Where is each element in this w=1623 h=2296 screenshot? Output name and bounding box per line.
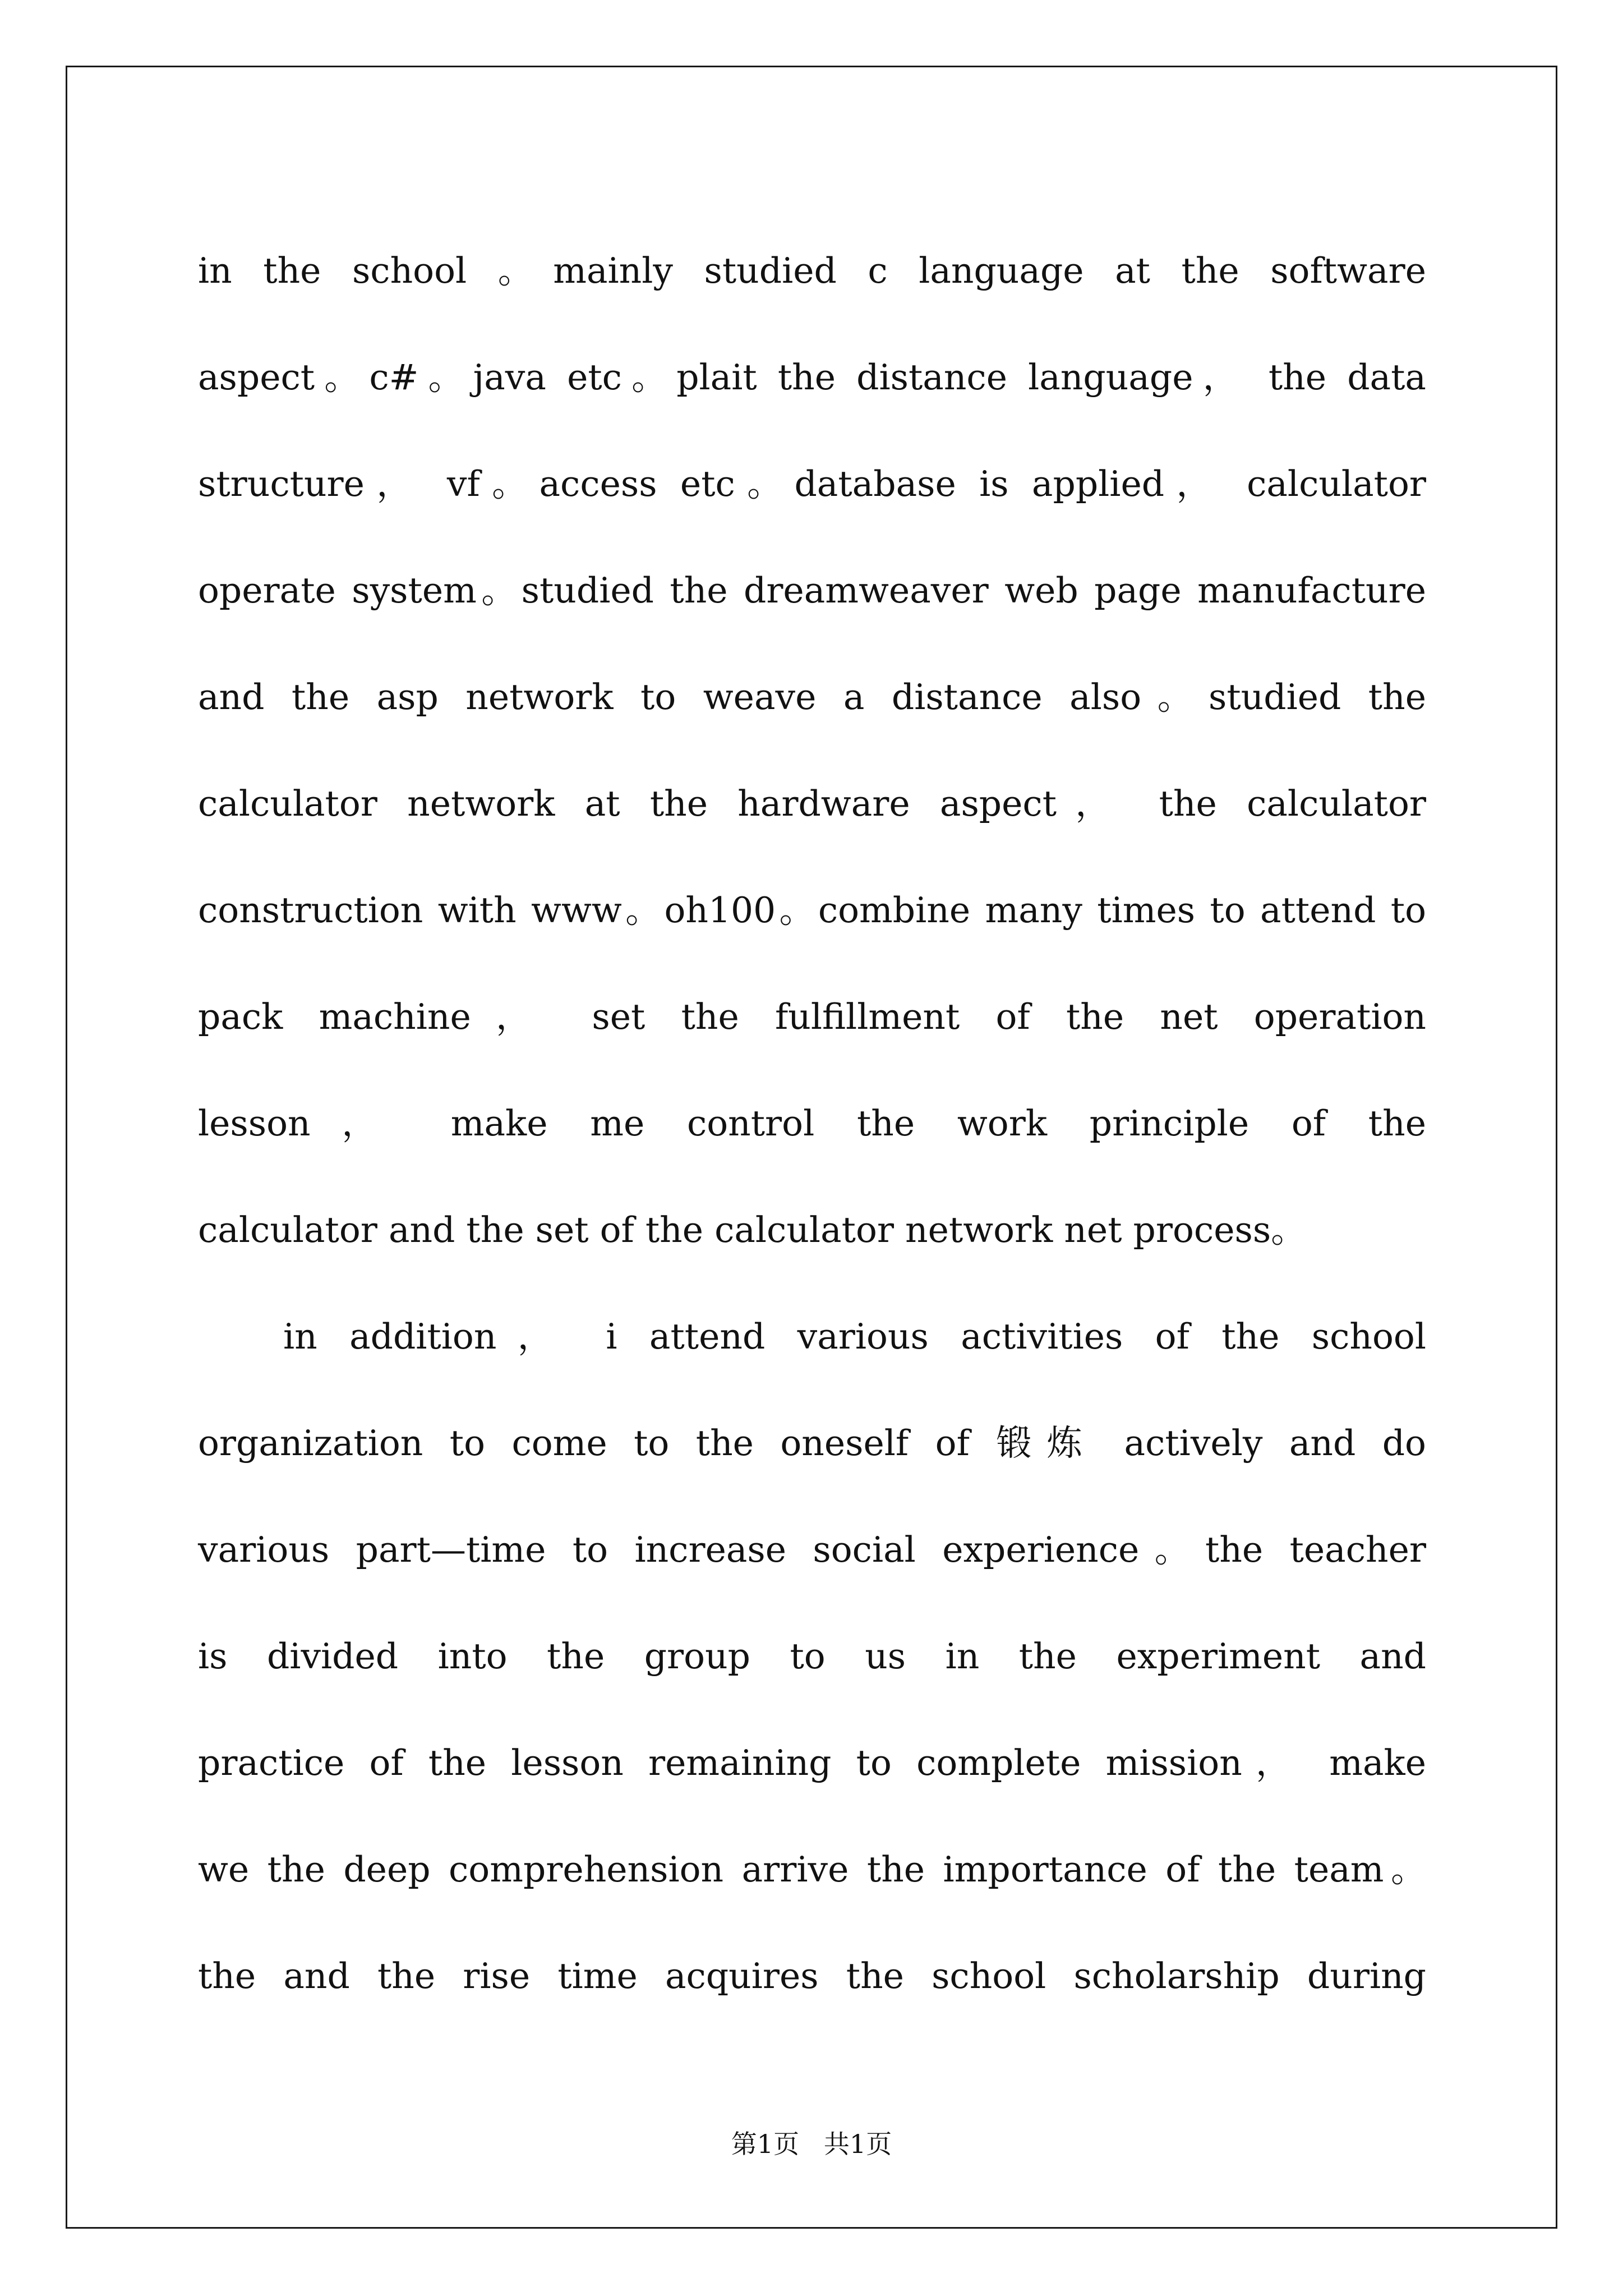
text-line: various part—time to increase social experience。the teacher [198,1529,1426,1570]
text-line: structure， vf。access etc。database is applied， calculator [198,463,1426,504]
text-line: in addition， i attend various activities of the school [283,1316,1426,1357]
text-line: construction with www。oh100。combine many times to attend to [198,890,1426,931]
text-line: and the asp network to weave a distance also。studied the [198,677,1426,717]
text-line: is divided into the group to us in the experiment and [198,1636,1426,1677]
text-line: practice of the lesson remaining to complete mission， make [198,1742,1426,1783]
text-line: lesson， make me control the work principle of the [198,1103,1426,1144]
text-line: pack machine， set the fulfillment of the net operation [198,996,1426,1037]
text-line: operate system。studied the dreamweaver web page manufacture [198,570,1426,611]
page-number-footer: 第1页 共1页 [731,2129,892,2159]
text-line: organization to come to the oneself of 锻炼 actively and do [198,1423,1426,1464]
text-line: calculator network at the hardware aspect， the calculator [198,783,1426,824]
text-line: the and the rise time acquires the school scholarship during [198,1955,1426,1996]
text-line: we the deep comprehension arrive the importance of the team。 [198,1849,1426,1890]
text-line: aspect。c#。java etc。plait the distance language， the data [198,357,1426,398]
document-body [198,218,1426,2030]
text-line: calculator and the set of the calculator network net process。 [198,1209,1307,1250]
text-line: in the school 。mainly studied c language at the software [198,250,1426,291]
